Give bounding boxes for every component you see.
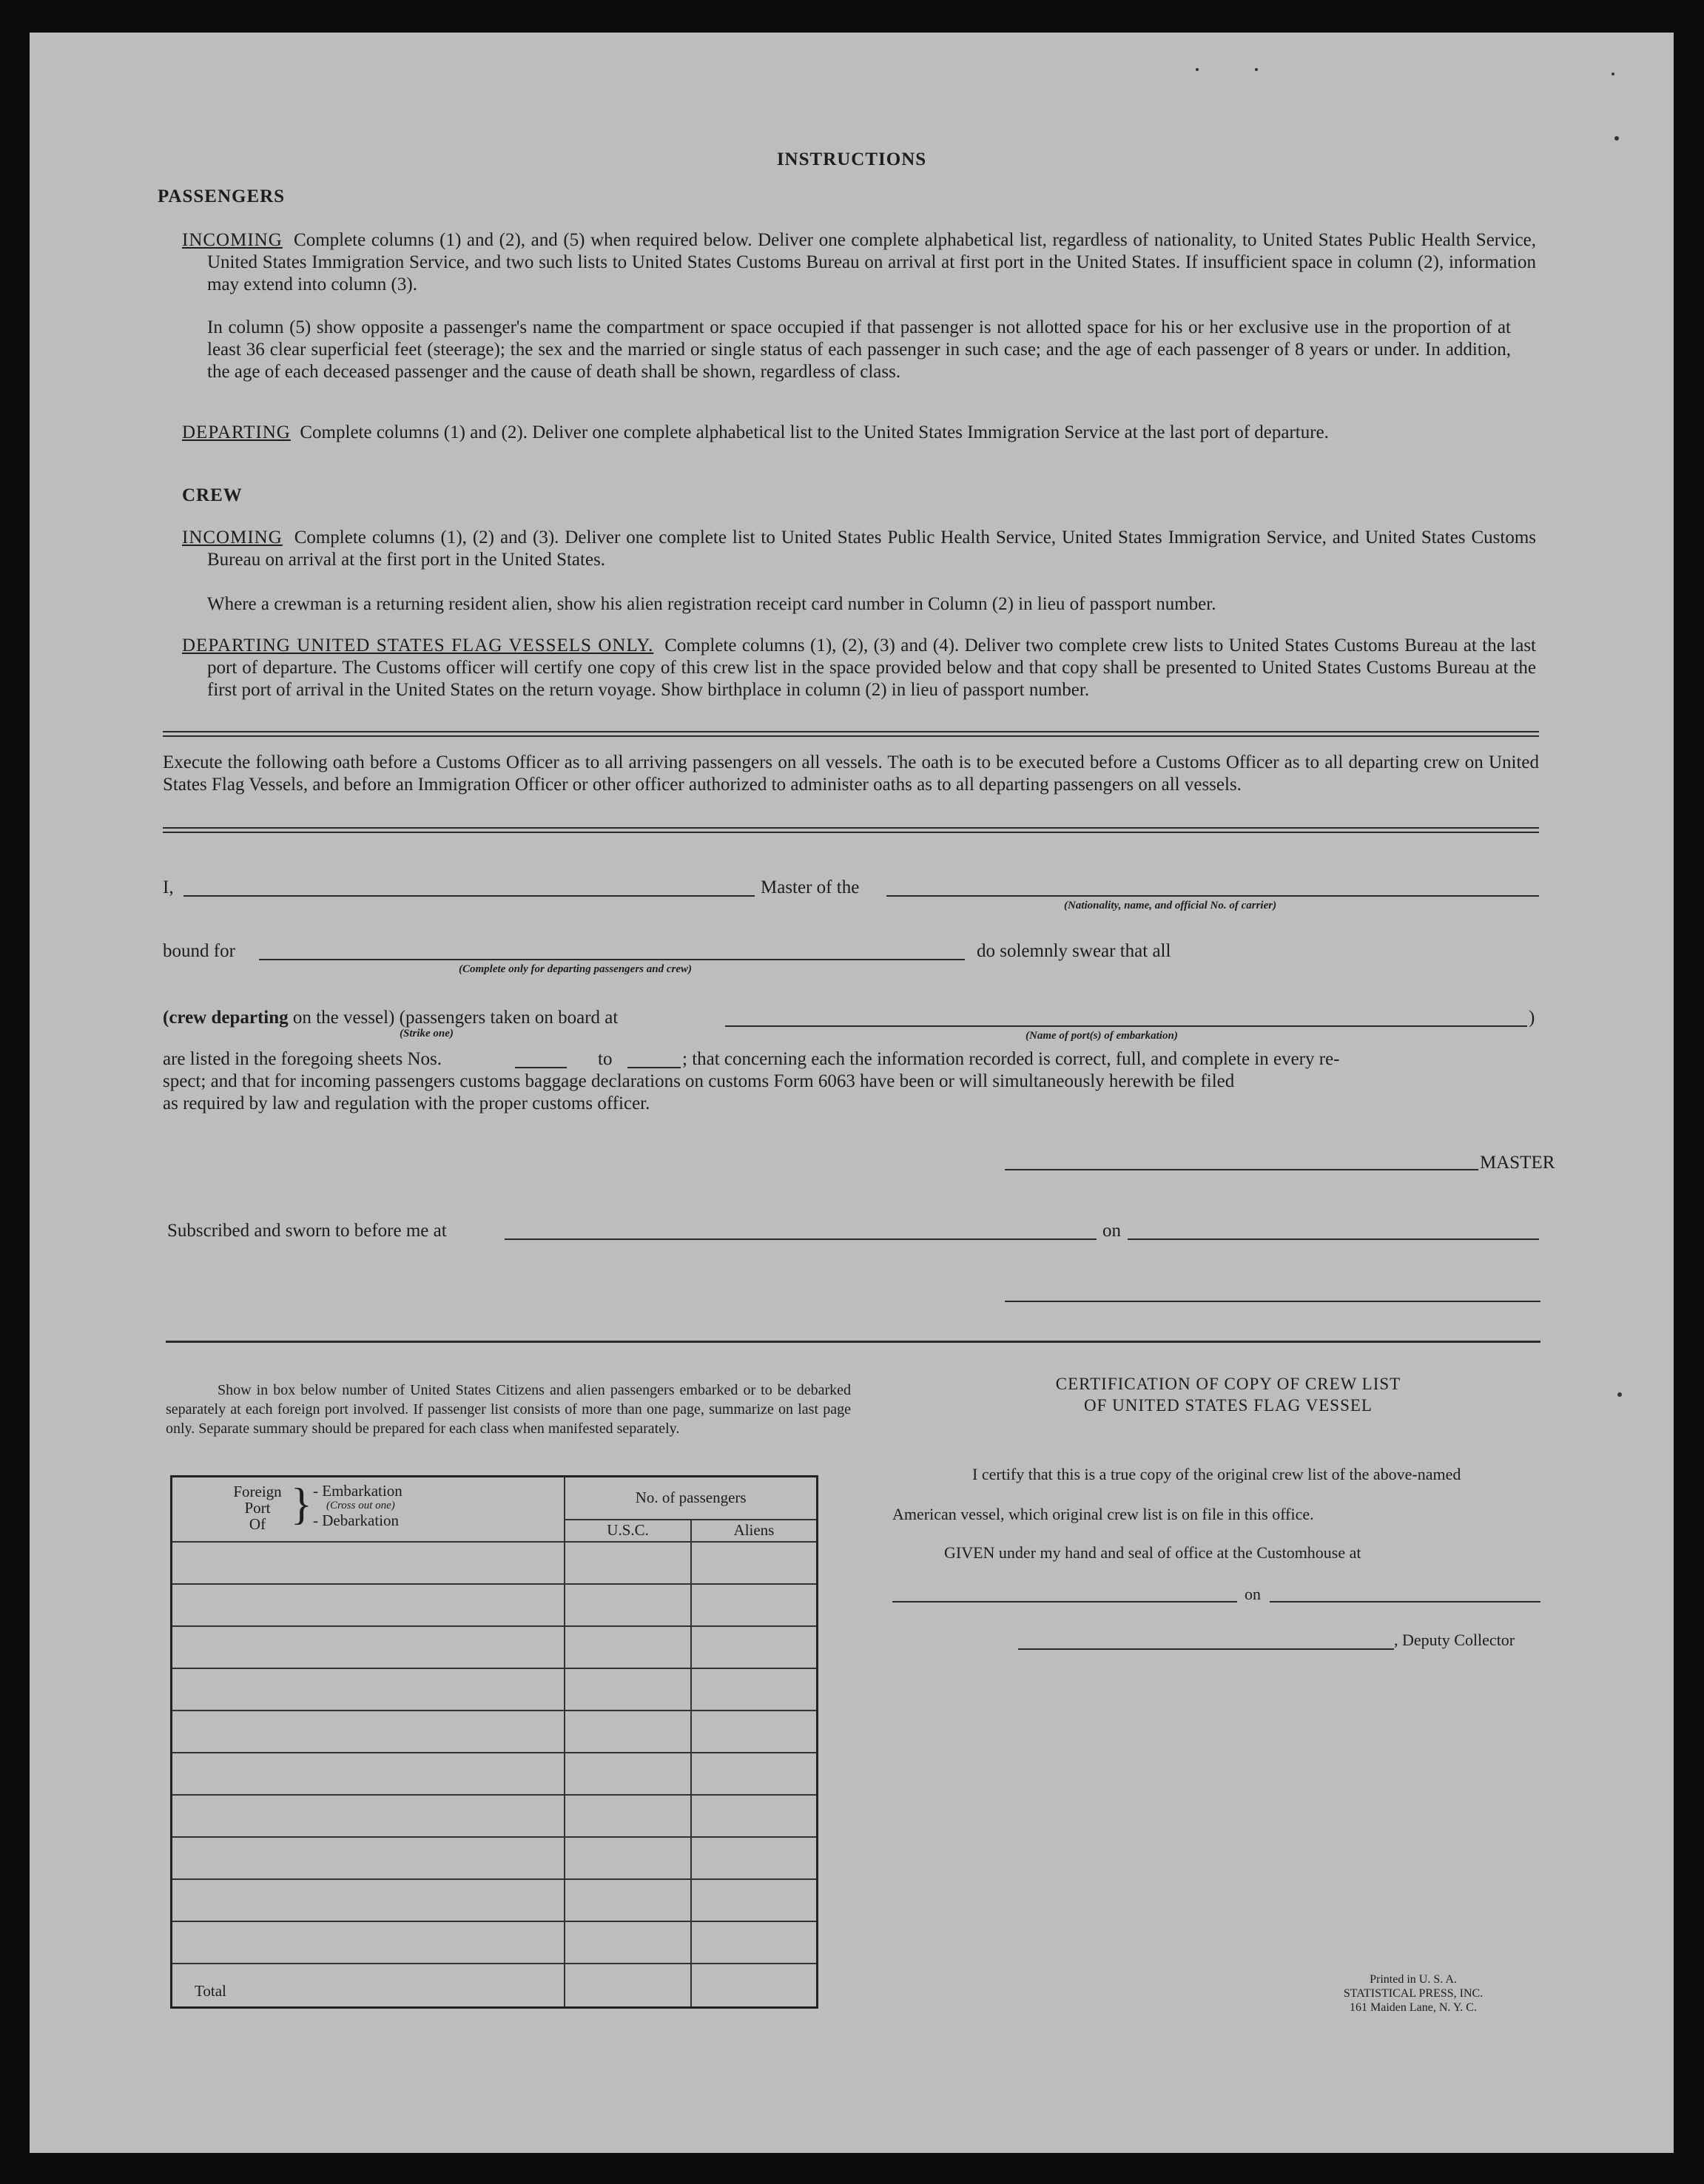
total-label: Total [172, 1964, 565, 2008]
usc-cell[interactable] [565, 1711, 691, 1753]
strike-one-caption: (Strike one) [400, 1028, 454, 1039]
sworn-place-field[interactable] [505, 1238, 1097, 1240]
crew-departing-text: Complete columns (1), (2), (3) and (4). Deliver two complete crew lists to United States Customs Bureau at the last port of departure. The Customs officer will certify one copy of this crew list in the space provided below and that copy shall be presented to United States Customs Bureau at the first port of arrival in the United States on the return voyage. Show birthplace in column (2) in lieu of passport number. [207, 636, 1536, 700]
instructions-title: INSTRUCTIONS [776, 149, 927, 169]
aliens-total-cell[interactable] [691, 1964, 818, 2008]
deputy-signature-field[interactable] [1018, 1648, 1394, 1650]
on-the-vessel-text: on the vessel) [292, 1008, 395, 1028]
port-label-port: Port [244, 1499, 271, 1517]
passengers-incoming-paragraph [182, 229, 1536, 296]
master-signature-field[interactable] [1005, 1169, 1478, 1170]
summary-note: Show in box below number of United States Citizens and alien passengers embarked or to be debarked separately at each foreign port involved. If passenger list consists of more than one page, summarize on last page only. Separate summary should be prepared for each class when manifested separately. [166, 1382, 851, 1437]
scan-speck [1614, 136, 1619, 141]
master-label: MASTER [1480, 1153, 1555, 1173]
subscribed-label: Subscribed and sworn to before me at [167, 1221, 447, 1241]
crew-incoming-label: INCOMING [182, 528, 283, 547]
embarkation-ports-field[interactable] [725, 1025, 1527, 1027]
passengers-incoming-text: Complete columns (1) and (2), and (5) when required below. Deliver one complete alphabetical list, regardless of nationality, to United States Public Health Service, United States Immigration Service, and two such lists to United States Customs Bureau on arrival at first port in the United States. If insufficient space in column (2), information may extend into column (3). [207, 230, 1537, 294]
passengers-departing-paragraph [182, 422, 1536, 444]
master-of-the-label: Master of the [761, 877, 860, 897]
aliens-cell[interactable] [691, 1711, 818, 1753]
usc-cell[interactable] [565, 1879, 691, 1921]
master-name-field[interactable] [183, 895, 755, 897]
crew-departing-label: DEPARTING UNITED STATES FLAG VESSELS ONLY. [182, 636, 654, 655]
certification-line-1: I certify that this is a true copy of the original crew list of the above-named [972, 1465, 1461, 1483]
double-rule [163, 731, 1539, 737]
debarkation-option[interactable]: - Debarkation [313, 1511, 400, 1529]
cross-out-caption: (Cross out one) [326, 1500, 395, 1511]
port-label-of: Of [249, 1515, 266, 1533]
usc-header: U.S.C. [565, 1520, 691, 1542]
aliens-cell[interactable] [691, 1921, 818, 1964]
no-of-passengers-header: No. of passengers [565, 1477, 817, 1520]
crew-incoming-paragraph [182, 527, 1536, 571]
crew-resident-paragraph: Where a crewman is a returning resident alien, show his alien registration receipt card number in Column (2) in lieu of passport number. [207, 594, 1216, 614]
passengers-taken-text: (passengers taken on board at [399, 1008, 619, 1028]
certification-on-label: on [1245, 1585, 1261, 1603]
to-label: to [598, 1049, 613, 1069]
oath-instruction: Execute the following oath before a Customs Officer as to all arriving passengers on all vessels. The oath is to be executed before a Customs Officer as to all departing crew on United States Flag Vessels, and before an Immigration Officer or other officer authorized to administer oaths as to all departing passengers on all vessels. [163, 752, 1539, 795]
aliens-cell[interactable] [691, 1542, 818, 1584]
listed-prefix: are listed in the foregoing sheets Nos. [163, 1049, 442, 1069]
passengers-departing-text: Complete columns (1) and (2). Deliver one complete alphabetical list to the United States Immigration Service at the last port of departure. [300, 422, 1329, 442]
aliens-cell[interactable] [691, 1879, 818, 1921]
crew-heading: CREW [182, 485, 243, 505]
listed-rest-line-2: spect; and that for incoming passengers customs baggage declarations on customs Form 6063 have been or will simultaneously herewith be filed [163, 1071, 1235, 1091]
scan-speck [1196, 68, 1199, 71]
passengers-incoming-label: INCOMING [182, 230, 283, 250]
deputy-collector-label: , Deputy Collector [1394, 1631, 1515, 1649]
section-rule [166, 1341, 1540, 1343]
column5-paragraph: In column (5) show opposite a passenger's name the compartment or space occupied if that passenger is not allotted space for his or her exclusive use in the proportion of at least 36 clear superficial feet (steerage); the sex and the married or single status of each passenger in such case; and the age of each passenger of 8 years or under. In addition, the age of each deceased passenger and the cause of death shall be shown, regardless of class. [207, 317, 1511, 382]
bound-for-field[interactable] [259, 959, 965, 960]
crew-passenger-line [163, 1008, 618, 1028]
passengers-heading: PASSENGERS [158, 186, 286, 206]
port-cell[interactable] [172, 1879, 565, 1921]
aliens-cell[interactable] [691, 1668, 818, 1711]
usc-total-cell[interactable] [565, 1964, 691, 2008]
bound-for-label: bound for [163, 941, 235, 961]
certification-title-line-2: OF UNITED STATES FLAG VESSEL [1084, 1396, 1373, 1415]
usc-cell[interactable] [565, 1921, 691, 1964]
crew-incoming-text: Complete columns (1), (2) and (3). Deliver one complete list to United States Public Health Service, United States Immigration Service, and United States Customs Bureau on arrival at the first port in the United States. [207, 528, 1537, 570]
port-cell[interactable] [172, 1626, 565, 1668]
passenger-summary-table [170, 1475, 818, 2009]
certification-date-field[interactable] [1270, 1601, 1540, 1602]
officer-signature-field[interactable] [1005, 1301, 1540, 1302]
oath-i-label: I, [163, 877, 174, 897]
scan-speck [1255, 68, 1258, 71]
certification-title [917, 1373, 1539, 1416]
aliens-cell[interactable] [691, 1626, 818, 1668]
swear-label: do solemnly swear that all [977, 941, 1171, 961]
port-cell[interactable] [172, 1542, 565, 1584]
bound-for-caption: (Complete only for departing passengers and crew) [459, 963, 692, 975]
port-cell[interactable] [172, 1921, 565, 1964]
usc-cell[interactable] [565, 1626, 691, 1668]
listed-rest-line-1: ; that concerning each the information recorded is correct, full, and complete in every re- [682, 1049, 1340, 1069]
crew-departing-paragraph [182, 635, 1536, 701]
sheet-to-field[interactable] [627, 1067, 681, 1068]
printer-imprint [1302, 1972, 1524, 2015]
port-cell[interactable] [172, 1584, 565, 1626]
usc-cell[interactable] [565, 1837, 691, 1879]
port-cell[interactable] [172, 1753, 565, 1795]
form-sheet [30, 33, 1674, 2153]
ports-caption: (Name of port(s) of embarkation) [1026, 1030, 1178, 1042]
port-label-foreign: Foreign [233, 1483, 282, 1500]
scan-speck [1612, 73, 1614, 75]
usc-cell[interactable] [565, 1795, 691, 1837]
usc-cell[interactable] [565, 1753, 691, 1795]
double-rule [163, 827, 1539, 833]
port-cell[interactable] [172, 1795, 565, 1837]
port-cell[interactable] [172, 1668, 565, 1711]
aliens-cell[interactable] [691, 1795, 818, 1837]
sheet-from-field[interactable] [515, 1067, 567, 1068]
certification-line-3: GIVEN under my hand and seal of office at the Customhouse at [944, 1543, 1361, 1562]
aliens-cell[interactable] [691, 1584, 818, 1626]
customhouse-field[interactable] [892, 1601, 1237, 1602]
carrier-field[interactable] [886, 895, 1539, 897]
embarkation-option[interactable]: - Embarkation [313, 1482, 403, 1500]
sworn-date-field[interactable] [1128, 1238, 1539, 1240]
port-cell[interactable] [172, 1711, 565, 1753]
close-paren: ) [1529, 1008, 1535, 1028]
certification-line-2: American vessel, which original crew list is on file in this office. [892, 1505, 1314, 1523]
printer-line-1: Printed in U. S. A. [1370, 1973, 1457, 1986]
listed-rest-line-3: as required by law and regulation with the proper customs officer. [163, 1093, 650, 1113]
usc-cell[interactable] [565, 1584, 691, 1626]
usc-cell[interactable] [565, 1668, 691, 1711]
aliens-cell[interactable] [691, 1753, 818, 1795]
brace-icon: } [291, 1480, 312, 1529]
scan-speck [1617, 1392, 1622, 1397]
aliens-cell[interactable] [691, 1837, 818, 1879]
printer-line-3: 161 Maiden Lane, N. Y. C. [1350, 2001, 1477, 2014]
carrier-caption: (Nationality, name, and official No. of carrier) [1064, 900, 1277, 911]
usc-cell[interactable] [565, 1542, 691, 1584]
aliens-header: Aliens [691, 1520, 818, 1542]
crew-departing-text: (crew departing [163, 1008, 289, 1028]
port-header-cell [172, 1477, 565, 1542]
sworn-on-label: on [1102, 1221, 1121, 1241]
certification-title-line-1: CERTIFICATION OF COPY OF CREW LIST [1055, 1375, 1401, 1393]
port-cell[interactable] [172, 1837, 565, 1879]
printer-line-2: STATISTICAL PRESS, INC. [1343, 1987, 1484, 2000]
passengers-departing-label: DEPARTING [182, 422, 291, 442]
